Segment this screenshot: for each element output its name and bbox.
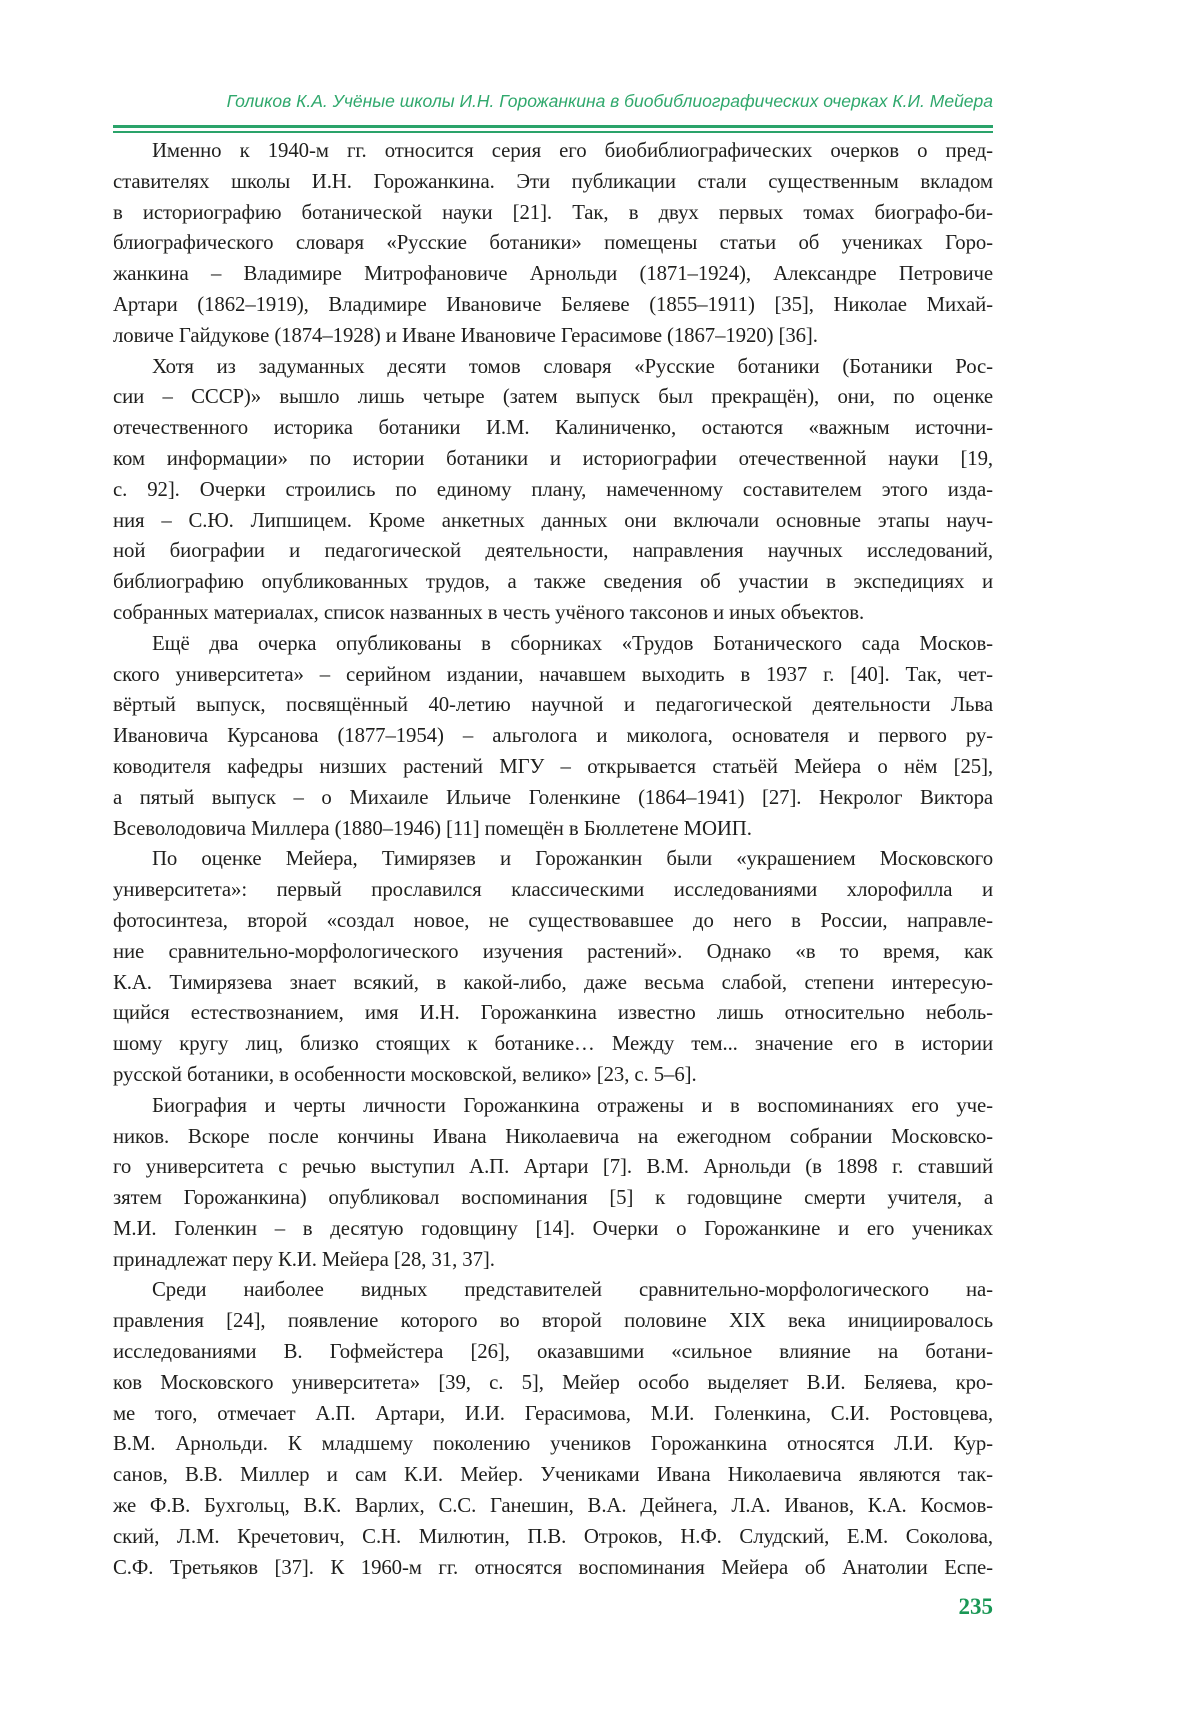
text-line: ский, Л.М. Кречетович, С.Н. Милютин, П.В. Отроков, Н.Ф. Слудский, Е.М. Соколова, <box>113 1524 993 1548</box>
text-line: жанкина – Владимире Митрофановиче Арнольди (1871–1924), Александре Петровиче <box>113 262 993 286</box>
paragraph <box>113 136 993 352</box>
text-line: вёртый выпуск, посвящённый 40-летию научной и педагогической деятельности Льва <box>113 693 993 717</box>
text-line: собранных материалах, список названных в честь учёного таксонов и иных объектов. <box>113 600 865 624</box>
body-text <box>113 136 993 1583</box>
running-header: Голиков К.А. Учёные школы И.Н. Горожанкина в биобиблиографических очерках К.И. Мейера <box>226 91 993 111</box>
text-line: ников. Вскоре после кончины Ивана Николаевича на ежегодном собрании Московско- <box>113 1124 993 1148</box>
text-line: ловиче Гайдукове (1874–1928) и Иване Ивановиче Герасимове (1867–1920) [36]. <box>113 323 818 347</box>
text-line: с. 92]. Очерки строились по единому плану, намеченному составителем этого изда- <box>113 477 993 501</box>
text-line: в историографию ботанической науки [21]. Так, в двух первых томах биографо-би- <box>113 200 993 224</box>
text-line: а пятый выпуск – о Михаиле Ильиче Голенкине (1864–1941) [27]. Некролог Виктора <box>113 785 993 809</box>
text-line: Артари (1862–1919), Владимире Ивановиче Беляеве (1855–1911) [35], Николае Михай- <box>113 292 993 316</box>
text-line: щийся естествознанием, имя И.Н. Горожанкина известно лишь относительно неболь- <box>113 1001 993 1025</box>
text-line: русской ботаники, в особенности московской, велико» [23, с. 5–6]. <box>113 1062 697 1086</box>
text-line: Среди наиболее видных представителей сравнительно-морфологического на- <box>152 1278 993 1302</box>
paragraph <box>113 1275 993 1583</box>
header-rule <box>113 125 993 133</box>
paragraph <box>113 1091 993 1276</box>
text-line: отечественного историка ботаники И.М. Калиниченко, остаются «важным источни- <box>113 416 993 440</box>
text-line: санов, В.В. Миллер и сам К.И. Мейер. Учениками Ивана Николаевича являются так- <box>113 1463 993 1487</box>
text-line: правления [24], появление которого во второй половине XIX века инициировалось <box>113 1309 993 1333</box>
text-line: Биография и черты личности Горожанкина отражены и в воспоминаниях его уче- <box>152 1093 993 1117</box>
text-line: фотосинтеза, второй «создал новое, не существовавшее до него в России, направле- <box>113 908 993 932</box>
text-line: го университета с речью выступил А.П. Артари [7]. В.М. Арнольди (в 1898 г. ставший <box>113 1155 993 1179</box>
text-line: блиографического словаря «Русские ботаники» помещены статьи об учениках Горо- <box>113 231 993 255</box>
text-line: ком информации» по истории ботаники и историографии отечественной науки [19, <box>113 446 993 470</box>
text-line: Ивановича Курсанова (1877–1954) – альголога и миколога, основателя и первого ру- <box>113 724 993 748</box>
text-line: университета»: первый прославился классическими исследованиями хлорофилла и <box>113 878 993 902</box>
page-number: 235 <box>958 1594 993 1619</box>
text-line: ского университета» – серийном издании, начавшем выходить в 1937 г. [40]. Так, чет- <box>113 662 993 686</box>
paragraph <box>113 844 993 1090</box>
text-line: ние сравнительно-морфологического изучения растений». Однако «в то время, как <box>113 939 993 963</box>
text-line: ной биографии и педагогической деятельности, направления научных исследований, <box>113 539 993 563</box>
text-line: Ещё два очерка опубликованы в сборниках «Трудов Ботанического сада Москов- <box>152 631 993 655</box>
text-line: ставителях школы И.Н. Горожанкина. Эти публикации стали существенным вкладом <box>113 169 993 193</box>
text-line: ководителя кафедры низших растений МГУ – открывается статьёй Мейера о нём [25], <box>113 754 993 778</box>
text-line: К.А. Тимирязева знает всякий, в какой-либо, даже весьма слабой, степени интересую- <box>113 970 993 994</box>
text-line: библиографию опубликованных трудов, а также сведения об участии в экспедициях и <box>113 570 993 594</box>
text-line: ния – С.Ю. Липшицем. Кроме анкетных данных они включали основные этапы науч- <box>113 508 993 532</box>
text-line: С.Ф. Третьяков [37]. К 1960-м гг. относятся воспоминания Мейера об Анатолии Еспе- <box>113 1555 993 1579</box>
text-line: исследованиями В. Гофмейстера [26], оказавшими «сильное влияние на ботани- <box>113 1340 993 1364</box>
text-line: Именно к 1940-м гг. относится серия его биобиблиографических очерков о пред- <box>152 139 993 162</box>
text-line: ков Московского университета» [39, с. 5], Мейер особо выделяет В.И. Беляева, кро- <box>113 1370 993 1394</box>
text-line: шому кругу лиц, близко стоящих к ботанике… Между тем... значение его в истории <box>113 1032 993 1056</box>
paragraph <box>113 629 993 845</box>
text-line: По оценке Мейера, Тимирязев и Горожанкин были «украшением Московского <box>152 847 993 871</box>
text-line: ме того, отмечает А.П. Артари, И.И. Герасимова, М.И. Голенкина, С.И. Ростовцева, <box>113 1401 993 1425</box>
text-line: Всеволодовича Миллера (1880–1946) [11] помещён в Бюллетене МОИП. <box>113 816 752 840</box>
text-line: В.М. Арнольди. К младшему поколению учеников Горожанкина относятся Л.И. Кур- <box>113 1432 993 1456</box>
text-line: сии – СССР)» вышло лишь четыре (затем выпуск был прекращён), они, по оценке <box>113 385 993 409</box>
text-line: же Ф.В. Бухгольц, В.К. Варлих, С.С. Ганешин, В.А. Дейнега, Л.А. Иванов, К.А. Космов- <box>113 1494 993 1518</box>
text-line: М.И. Голенкин – в десятую годовщину [14]. Очерки о Горожанкине и его учениках <box>113 1216 993 1240</box>
text-line: Хотя из задуманных десяти томов словаря «Русские ботаники (Ботаники Рос- <box>152 354 993 378</box>
paragraph <box>113 352 993 629</box>
text-line: принадлежат перу К.И. Мейера [28, 31, 37]. <box>113 1247 495 1271</box>
text-line: зятем Горожанкина) опубликовал воспоминания [5] к годовщине смерти учителя, а <box>113 1186 993 1210</box>
